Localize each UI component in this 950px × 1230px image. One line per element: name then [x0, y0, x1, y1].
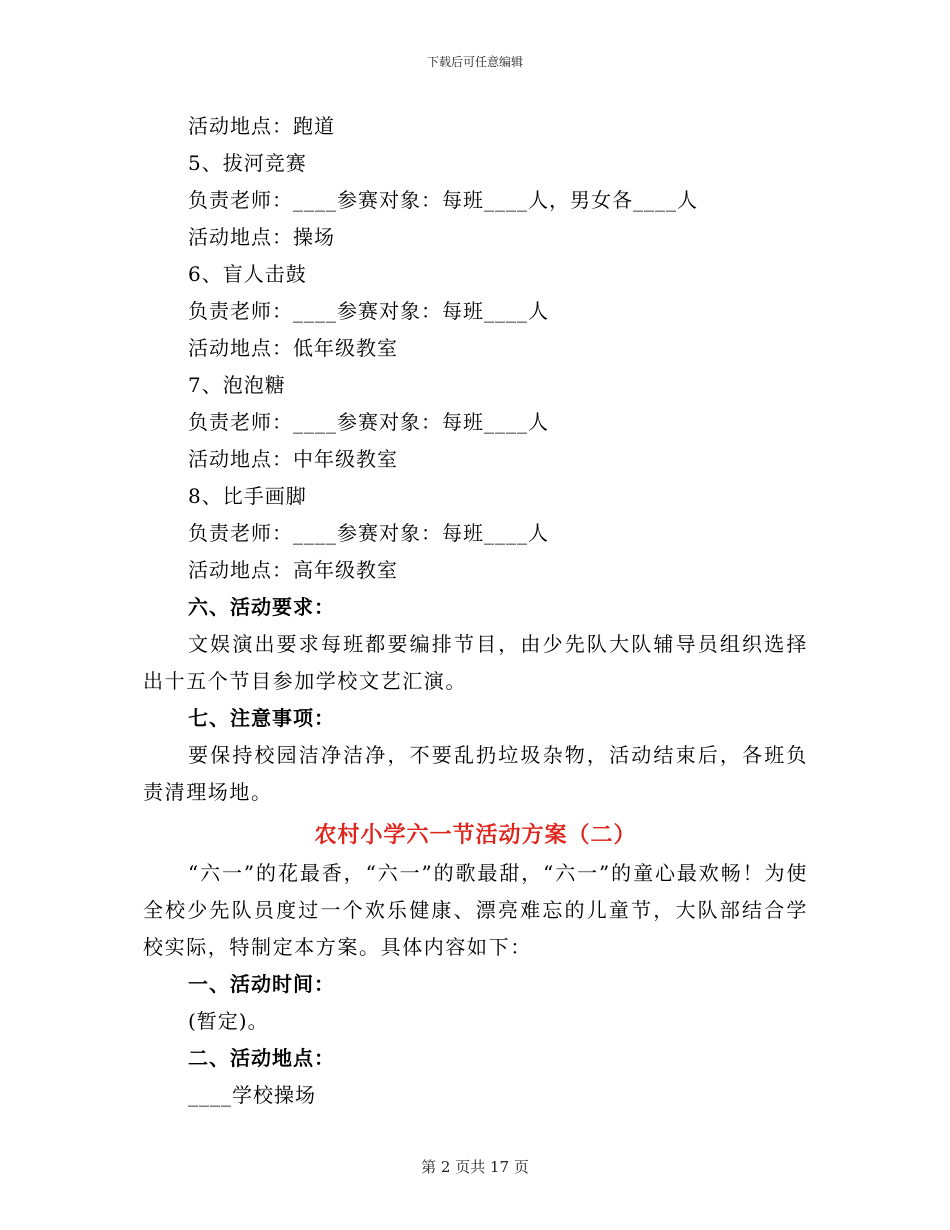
page-header: 下载后可任意编辑 [426, 55, 523, 69]
document-body [143, 108, 808, 1114]
section-heading: 一、活动时间： [188, 972, 335, 996]
page-footer: 第 2 页共 17 页 [421, 1158, 529, 1176]
text-line: 活动地点：高年级教室 [188, 558, 398, 582]
section-heading: 二、活动地点： [188, 1046, 335, 1070]
section-heading: 七、注意事项： [188, 706, 335, 730]
section-item-heading: 6、盲人击鼓 [188, 262, 307, 286]
text-line: 活动地点：中年级教室 [188, 447, 398, 471]
text-line: 活动地点：跑道 [188, 114, 335, 138]
text-line: ____学校操场 [188, 1083, 316, 1107]
section-item-heading: 5、拔河竞赛 [188, 151, 307, 175]
section-item-heading: 8、比手画脚 [188, 484, 307, 508]
text-line: 活动地点：低年级教室 [188, 336, 398, 360]
text-line: (暂定)。 [188, 1009, 269, 1033]
text-line: 负责老师：____参赛对象：每班____人，男女各____人 [188, 188, 698, 212]
paragraph: “六一”的花最香，“六一”的歌最甜，“六一”的童心最欢畅！为使全校少先队员度过一个欢乐健康、漂亮难忘的儿童节，大队部结合学校实际，特制定本方案。具体内容如下： [143, 861, 808, 959]
paragraph: 文娱演出要求每班都要编排节目，由少先队大队辅导员组织选择出十五个节目参加学校文艺汇演。 [143, 632, 808, 693]
text-line: 负责老师：____参赛对象：每班____人 [188, 410, 549, 434]
text-line: 负责老师：____参赛对象：每班____人 [188, 299, 549, 323]
section-item-heading: 7、泡泡糖 [188, 373, 286, 397]
paragraph: 要保持校园洁净洁净，不要乱扔垃圾杂物，活动结束后，各班负责清理场地。 [143, 743, 808, 804]
text-line: 负责老师：____参赛对象：每班____人 [188, 521, 549, 545]
text-line: 活动地点：操场 [188, 225, 335, 249]
document-title: 农村小学六一节活动方案（二） [314, 822, 637, 848]
section-heading: 六、活动要求： [188, 595, 335, 619]
